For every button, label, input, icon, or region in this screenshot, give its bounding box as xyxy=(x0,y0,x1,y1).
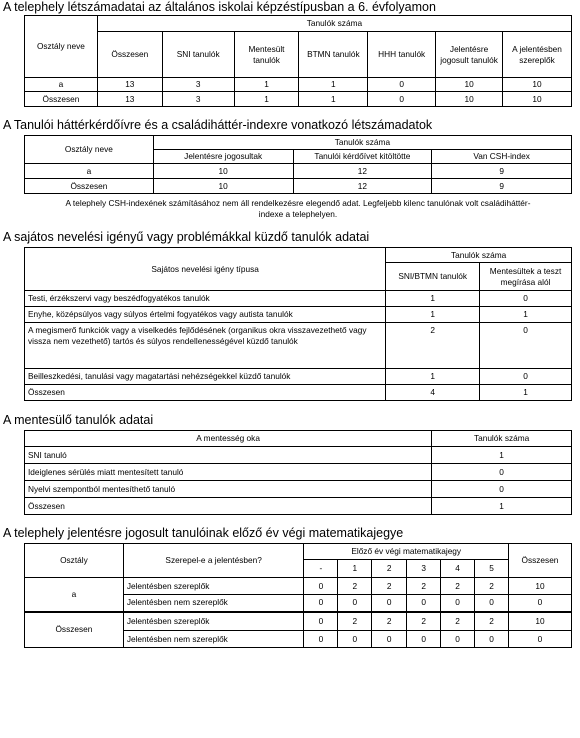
row-label: SNI tanuló xyxy=(25,447,432,464)
table-row xyxy=(25,369,572,385)
cell: 0 xyxy=(338,595,372,612)
table-row xyxy=(25,164,572,179)
cell: 3 xyxy=(162,78,234,92)
column-header: A mentesség oka xyxy=(25,431,432,447)
cell: 0 xyxy=(480,369,572,385)
row-label: Nyelvi szempontból mentesíthető tanuló xyxy=(25,481,432,498)
cell: 10 xyxy=(436,78,503,92)
section2-group-header: Tanulók száma xyxy=(153,136,571,150)
cell: 13 xyxy=(97,78,162,92)
grade-header: 2 xyxy=(372,560,407,578)
table-row xyxy=(25,447,572,464)
section5-title: A telephely jelentésre jogosult tanulóinak előző év végi matematikajegye xyxy=(3,526,404,540)
row-label: Összesen xyxy=(25,179,154,194)
table-row xyxy=(25,578,572,595)
cell: 0 xyxy=(304,595,338,612)
cell: 1 xyxy=(480,307,572,323)
total-row xyxy=(25,612,572,631)
section5-group-header: Előző év végi matematikajegy xyxy=(304,544,509,560)
cell: 0 xyxy=(441,595,475,612)
row-label: Jelentésben nem szereplők xyxy=(123,595,304,612)
cell: 1 xyxy=(480,385,572,401)
section4-title: A mentesülő tanulók adatai xyxy=(3,413,154,427)
row-label: Beilleszkedési, tanulási vagy magatartási nehézségekkel küzdő tanulók xyxy=(25,369,386,385)
row-label: Összesen xyxy=(25,92,98,107)
section3-title: A sajátos nevelési igényű vagy problémákkal küzdő tanulók adatai xyxy=(3,230,370,244)
column-header-report: Szerepel-e a jelentésben? xyxy=(123,544,304,578)
grade-header: 4 xyxy=(441,560,475,578)
cell: 0 xyxy=(407,631,441,648)
column-header-total: Összesen xyxy=(508,544,571,578)
cell: 0 xyxy=(338,631,372,648)
cell: 0 xyxy=(368,78,436,92)
column-header: Jelentésre jogosult tanulók xyxy=(436,32,503,78)
total-row xyxy=(25,92,572,107)
cell: 1 xyxy=(432,447,572,464)
section2-title: A Tanulói háttérkérdőívre és a családiháttér-indexre vonatkozó létszámadatok xyxy=(3,118,433,132)
column-header: A jelentésben szereplők xyxy=(503,32,572,78)
cell: 0 xyxy=(304,631,338,648)
cell: 0 xyxy=(508,631,571,648)
total-row xyxy=(25,179,572,194)
row-label: Jelentésben nem szereplők xyxy=(123,631,304,648)
cell: 10 xyxy=(436,92,503,107)
cell: 9 xyxy=(432,179,572,194)
column-header: Mentesült tanulók xyxy=(234,32,299,78)
cell: 10 xyxy=(503,92,572,107)
grade-header: 5 xyxy=(475,560,509,578)
cell: 13 xyxy=(97,92,162,107)
group-label: Összesen xyxy=(25,612,124,648)
cell: 2 xyxy=(441,612,475,631)
column-header: HHH tanulók xyxy=(368,32,436,78)
grade-header: 1 xyxy=(338,560,372,578)
cell: 0 xyxy=(480,323,572,369)
cell: 1 xyxy=(299,92,368,107)
cell: 0 xyxy=(372,631,407,648)
cell: 2 xyxy=(407,578,441,595)
column-header: Tanulói kérdőívet kitöltötte xyxy=(293,150,432,164)
column-header: SNI/BTMN tanulók xyxy=(386,263,480,291)
cell: 0 xyxy=(432,464,572,481)
cell: 2 xyxy=(372,612,407,631)
cell: 2 xyxy=(386,323,480,369)
cell: 2 xyxy=(475,578,509,595)
cell: 10 xyxy=(508,578,571,595)
table-row xyxy=(25,78,572,92)
section1-row-header: Osztály neve xyxy=(25,16,98,78)
group-label: a xyxy=(25,578,124,612)
cell: 0 xyxy=(475,595,509,612)
row-label: Enyhe, középsúlyos vagy súlyos értelmi fogyatékos vagy autista tanulók xyxy=(25,307,386,323)
section2-row-header: Osztály neve xyxy=(25,136,154,164)
column-header: SNI tanulók xyxy=(162,32,234,78)
grade-header: 3 xyxy=(407,560,441,578)
table-row xyxy=(25,323,572,369)
column-header: Jelentésre jogosultak xyxy=(153,150,293,164)
section4-table xyxy=(24,430,572,515)
cell: 4 xyxy=(386,385,480,401)
cell: 1 xyxy=(386,369,480,385)
section3-row-header: Sajátos nevelési igény típusa xyxy=(25,248,386,291)
cell: 2 xyxy=(407,612,441,631)
cell: 0 xyxy=(432,481,572,498)
cell: 0 xyxy=(508,595,571,612)
cell: 2 xyxy=(475,612,509,631)
row-label: a xyxy=(25,78,98,92)
section1-table xyxy=(24,15,572,107)
cell: 9 xyxy=(432,164,572,179)
section1-group-header: Tanulók száma xyxy=(97,16,571,32)
cell: 2 xyxy=(441,578,475,595)
row-label: Jelentésben szereplők xyxy=(123,578,304,595)
cell: 2 xyxy=(372,578,407,595)
column-header-class: Osztály xyxy=(25,544,124,578)
csh-index-note: A telephely CSH-indexének számításához nem áll rendelkezésre elegendő adat. Legfeljebb kilenc tanulónak volt családiháttér- indexe a telephelyen. xyxy=(65,198,531,219)
cell: 1 xyxy=(432,498,572,515)
column-header: BTMN tanulók xyxy=(299,32,368,78)
cell: 2 xyxy=(338,578,372,595)
cell: 10 xyxy=(153,179,293,194)
cell: 10 xyxy=(508,612,571,631)
cell: 12 xyxy=(293,179,432,194)
section2-table xyxy=(24,135,572,194)
total-row xyxy=(25,385,572,401)
cell: 1 xyxy=(299,78,368,92)
cell: 1 xyxy=(234,78,299,92)
row-label: Jelentésben szereplők xyxy=(123,612,304,631)
cell: 0 xyxy=(372,595,407,612)
section5-table xyxy=(24,543,572,648)
column-header: Van CSH-index xyxy=(432,150,572,164)
cell: 10 xyxy=(153,164,293,179)
row-label: Összesen xyxy=(25,498,432,515)
cell: 1 xyxy=(386,307,480,323)
cell: 2 xyxy=(338,612,372,631)
total-row xyxy=(25,498,572,515)
row-label: Ideiglenes sérülés miatt mentesített tanuló xyxy=(25,464,432,481)
row-label: A megismerő funkciók vagy a viselkedés fejlődésének (organikus okra visszavezethető vagy vissza nem vezethető) tartós és súlyos rendellenességével küzdő tanulók xyxy=(25,323,386,369)
row-label: a xyxy=(25,164,154,179)
cell: 0 xyxy=(441,631,475,648)
table-row xyxy=(25,464,572,481)
table-row xyxy=(25,291,572,307)
column-header: Összesen xyxy=(97,32,162,78)
section1-title: A telephely létszámadatai az általános iskolai képzéstípusban a 6. évfolyamon xyxy=(3,0,436,14)
cell: 10 xyxy=(503,78,572,92)
row-label: Testi, érzékszervi vagy beszédfogyatékos tanulók xyxy=(25,291,386,307)
cell: 1 xyxy=(234,92,299,107)
grade-header: - xyxy=(304,560,338,578)
table-row xyxy=(25,481,572,498)
table-row xyxy=(25,307,572,323)
column-header: Tanulók száma xyxy=(432,431,572,447)
section3-group-header: Tanulók száma xyxy=(386,248,572,263)
cell: 0 xyxy=(304,612,338,631)
cell: 0 xyxy=(475,631,509,648)
section3-table xyxy=(24,247,572,401)
cell: 3 xyxy=(162,92,234,107)
cell: 0 xyxy=(480,291,572,307)
cell: 0 xyxy=(407,595,441,612)
cell: 0 xyxy=(368,92,436,107)
cell: 1 xyxy=(386,291,480,307)
row-label: Összesen xyxy=(25,385,386,401)
cell: 0 xyxy=(304,578,338,595)
cell: 12 xyxy=(293,164,432,179)
column-header: Mentesültek a teszt megírása alól xyxy=(480,263,572,291)
